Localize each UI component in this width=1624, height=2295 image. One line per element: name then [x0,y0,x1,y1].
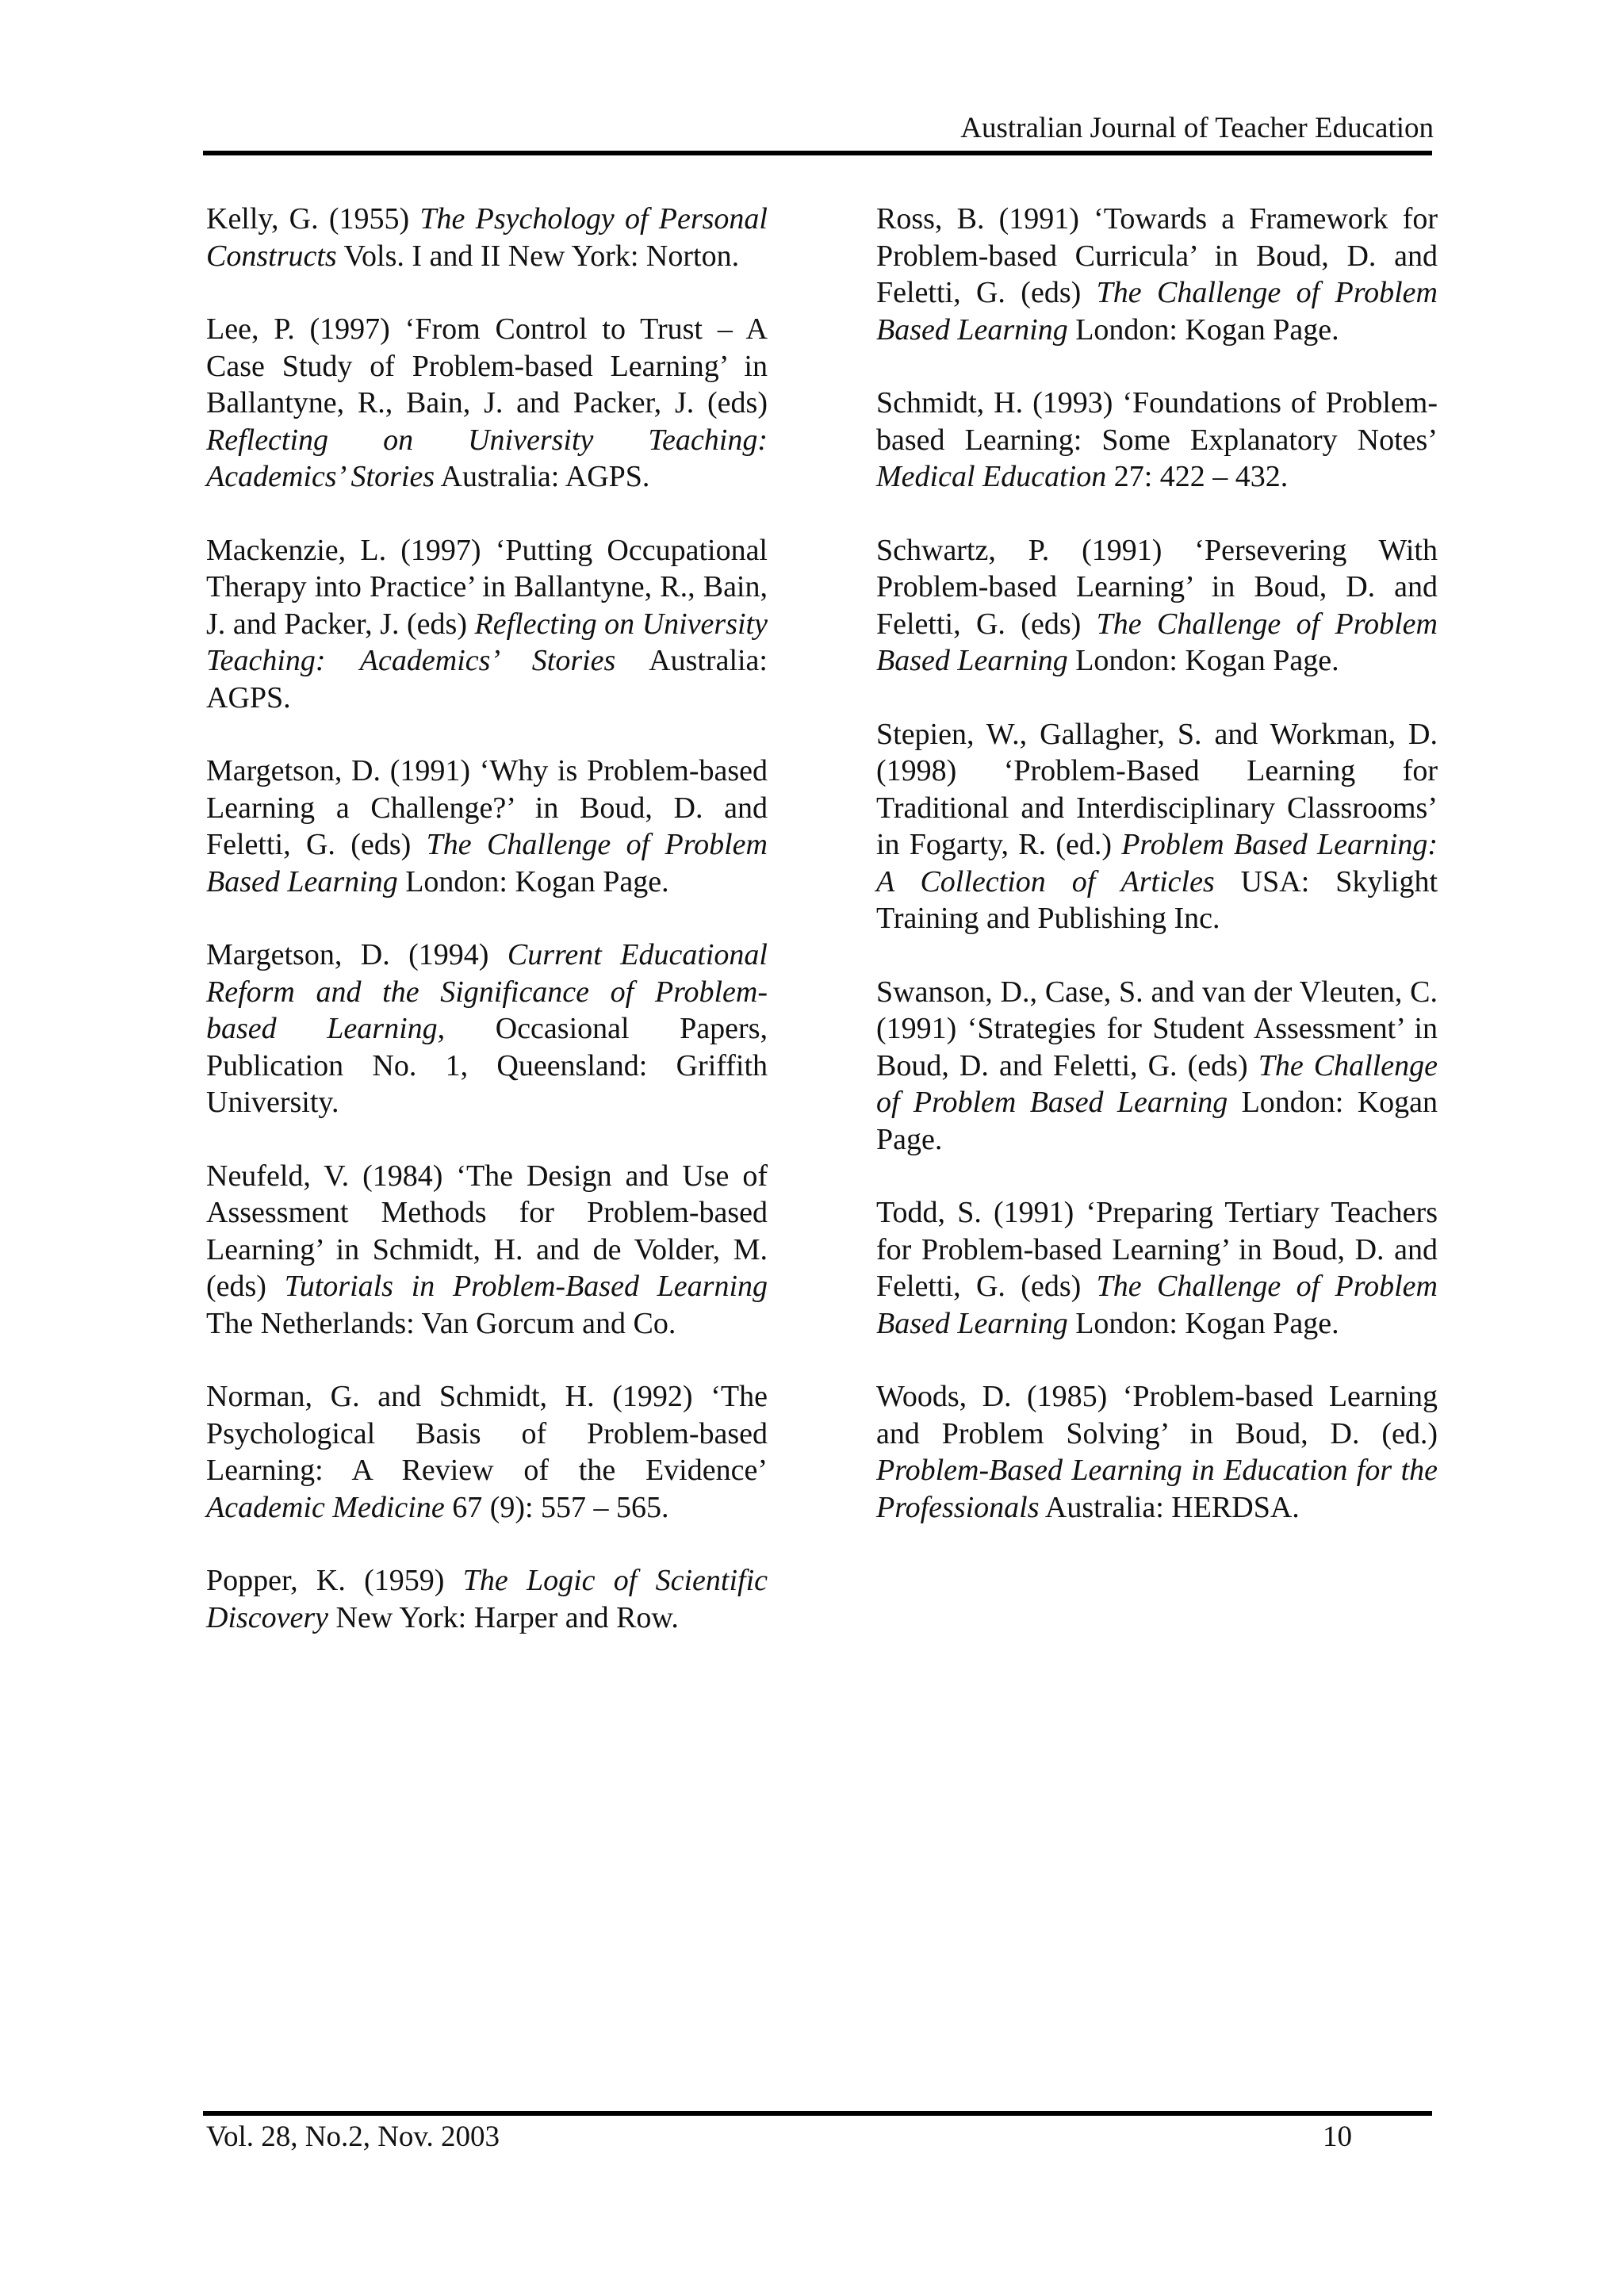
reference-text: Neufeld, V. (1984) ‘The Design and Use of Assessment Methods for Problem-based Learning’ in Schmidt, H. and de Volder, M. (eds) [206,1159,768,1303]
reference-text: USA: Skylight Training and Publishing Inc. [876,864,1438,935]
reference-text: , Occasional Papers, Publication No. 1, Queensland: Griffith University. [206,1012,768,1119]
reference-entry [876,532,1438,680]
reference-title: Problem-Based Learning in Education for the Professionals [876,1454,1438,1524]
reference-text: Schwartz, P. (1991) ‘Persevering With Problem-based Learning’ in Boud, D. and Feletti, G. (eds) [876,533,1438,641]
reference-entry [206,1378,768,1526]
reference-text: Todd, S. (1991) ‘Preparing Tertiary Teachers for Problem-based Learning’ in Boud, D. and Feletti, G. (eds) [876,1196,1438,1303]
reference-text: New York: Harper and Row. [328,1600,679,1634]
reference-title: Problem Based Learning: A Collection of Articles [876,828,1438,898]
reference-entry [206,1158,768,1343]
reference-text: Stepien, W., Gallagher, S. and Workman, D. (1998) ‘Problem-Based Learning for Traditional and Interdisciplinary Classrooms’ in Fogarty, R. (ed.) [876,717,1438,861]
reference-title: Reflecting on University Teaching: Academics’ Stories [206,423,768,493]
reference-title: Academic Medicine [206,1490,445,1524]
journal-title: Australian Journal of Teacher Education [960,112,1434,144]
reference-text: Australia: HERDSA. [1039,1490,1300,1524]
reference-title: Reflecting on University Teaching: Academics’ Stories [206,607,768,677]
reference-text: 27: 422 – 432. [1106,460,1289,493]
reference-text: London: Kogan Page. [1067,644,1339,677]
reference-text: London: Kogan Page. [876,1086,1438,1156]
reference-text: Margetson, D. (1994) [206,938,508,971]
header-rule [203,151,1432,155]
reference-text: 67 (9): 557 – 565. [444,1490,669,1524]
reference-title: The Challenge of Problem Based Learning [876,607,1438,677]
reference-title: The Challenge of Problem Based Learning [206,828,768,898]
reference-text: Woods, D. (1985) ‘Problem-based Learning and Problem Solving’ in Boud, D. (ed.) [876,1380,1438,1450]
reference-text: Australia: AGPS. [435,460,650,493]
reference-entry [876,716,1438,937]
reference-text: The Netherlands: Van Gorcum and Co. [206,1306,676,1340]
reference-title: The Logic of Scientific Discovery [206,1564,768,1634]
footer-rule [203,2111,1432,2116]
references-left-column [206,201,768,1672]
reference-entry [876,201,1438,348]
reference-text: London: Kogan Page. [397,864,669,898]
reference-text: Popper, K. (1959) [206,1564,463,1597]
reference-title: Medical Education [876,460,1107,493]
reference-text: Ross, B. (1991) ‘Towards a Framework for Problem-based Curricula’ in Boud, D. and Feletti, G. (eds) [876,202,1438,309]
reference-entry [876,385,1438,496]
reference-entry [876,1194,1438,1342]
reference-text: Lee, P. (1997) ‘From Control to Trust – A Case Study of Problem-based Learning’ in Ballantyne, R., Bain, J. and Packer, J. (eds) [206,312,768,420]
reference-title: The Challenge of Problem Based Learning [876,276,1438,347]
references-right-column [876,201,1438,1562]
footer-volume: Vol. 28, No.2, Nov. 2003 [206,2121,500,2153]
reference-text: Vols. I and II New York: Norton. [336,239,740,273]
reference-title: Tutorials in Problem-Based Learning [284,1270,768,1303]
reference-entry [876,974,1438,1159]
reference-entry [206,937,768,1121]
reference-text: London: Kogan Page. [1067,312,1339,347]
page-number: 10 [1323,2121,1352,2153]
reference-text: Kelly, G. (1955) [206,202,420,236]
reference-entry [206,532,768,717]
reference-title: The Challenge of Problem Based Learning [876,1270,1438,1340]
reference-entry [206,311,768,496]
reference-text: Mackenzie, L. (1997) ‘Putting Occupational Therapy into Practice’ in Ballantyne, R., Bain, J. and Packer, J. (eds) [206,533,768,641]
reference-text: Norman, G. and Schmidt, H. (1992) ‘The Psychological Basis of Problem-based Learning: A Review of the Evidence’ [206,1380,768,1487]
reference-title: Current Educational Reform and the Significance of Problem-based Learning [206,938,768,1045]
reference-text: Swanson, D., Case, S. and van der Vleuten, C. (1991) ‘Strategies for Student Assessment’ in Boud, D. and Feletti, G. (eds) [876,975,1438,1082]
reference-entry [206,201,768,274]
reference-text: London: Kogan Page. [1067,1306,1339,1340]
reference-text: Margetson, D. (1991) ‘Why is Problem-based Learning a Challenge?’ in Boud, D. and Feletti, G. (eds) [206,754,768,861]
reference-entry [206,1562,768,1636]
reference-entry [206,753,768,900]
reference-text: Schmidt, H. (1993) ‘Foundations of Problem-based Learning: Some Explanatory Notes’ [876,386,1438,457]
reference-title: The Challenge of Problem Based Learning [876,1048,1438,1119]
reference-title: The Psychology of Personal Constructs [206,202,768,273]
reference-text: Australia: AGPS. [206,644,768,715]
reference-entry [876,1378,1438,1526]
